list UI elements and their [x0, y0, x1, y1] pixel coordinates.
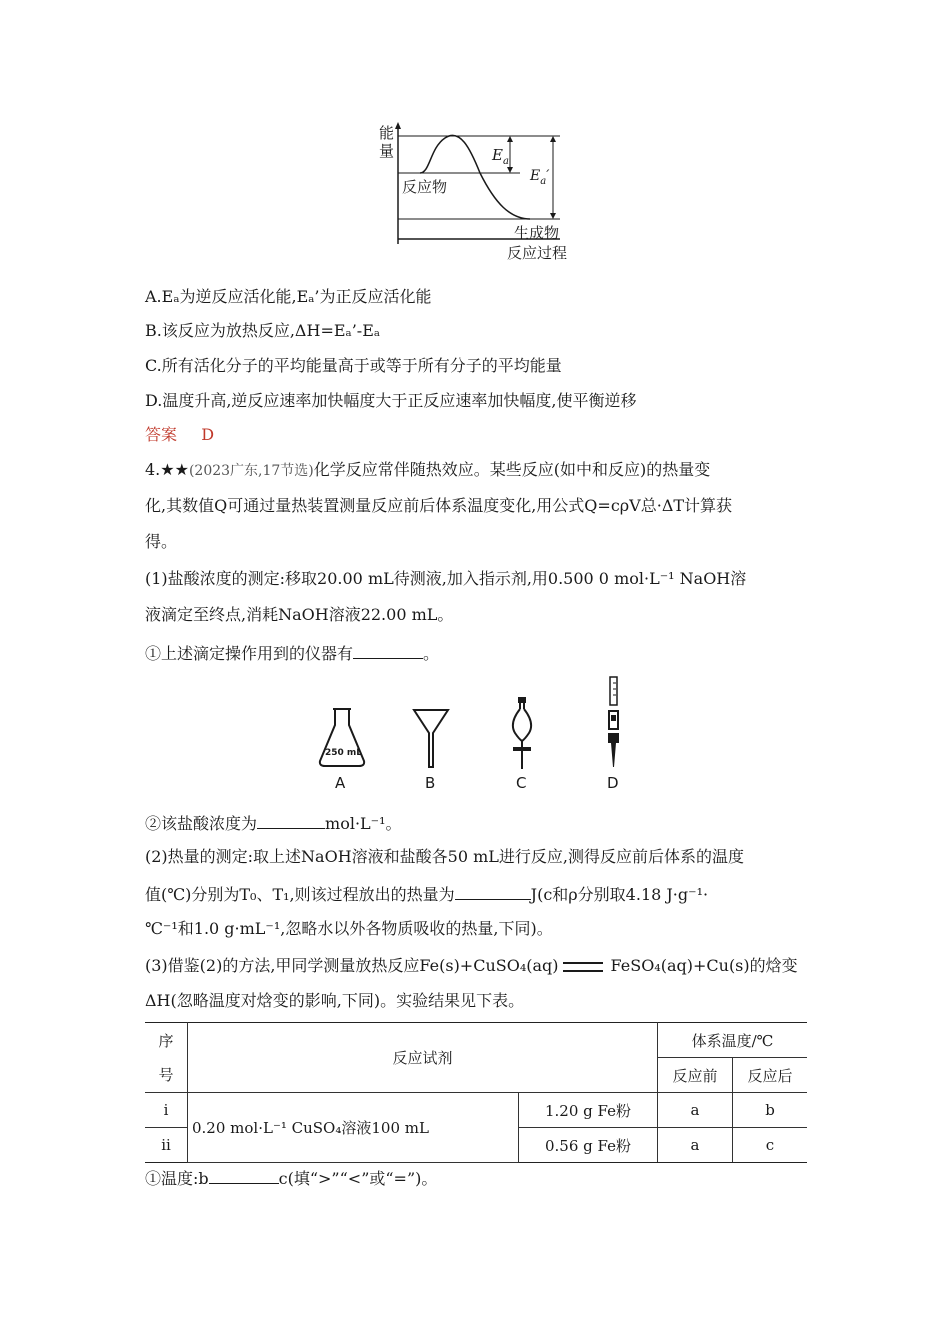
q4-p1-sub1: [145, 642, 439, 664]
header-after: 反应后: [733, 1058, 808, 1093]
conical-flask-icon: [312, 705, 372, 771]
ea-prime-arrow-head-bottom: [550, 213, 556, 219]
reactant-label: 反应物: [402, 178, 448, 196]
row-seq: i: [145, 1093, 188, 1128]
product-label: 生成物: [514, 224, 560, 242]
q4-p3-line-2: ΔH(忽略温度对焓变的影响,下同)。实验结果见下表。: [145, 991, 525, 1010]
answer-blank-temperature[interactable]: [209, 1167, 279, 1184]
ea-label: $E_a$: [492, 146, 509, 167]
instrument-a-flask: [312, 705, 372, 771]
instrument-b-funnel: [411, 707, 451, 769]
table-header-row: [145, 1023, 807, 1058]
x-axis-label: 反应过程: [507, 244, 568, 262]
answer-label: 答案: [145, 425, 178, 444]
option-a: A.Eₐ为逆反应活化能,Eₐ’为正反应活化能: [145, 287, 432, 306]
row-seq: ii: [145, 1128, 188, 1163]
instrument-label-a: A: [335, 774, 346, 792]
q4-p1-sub2: [145, 812, 402, 834]
y-axis-arrow: [395, 122, 401, 129]
y-axis-label-1: 能: [379, 124, 395, 142]
q4-p2-line-3: ℃⁻¹和1.0 g·mL⁻¹,忽略水以外各物质吸收的热量,下同)。: [145, 919, 553, 938]
q4-intro-2: 化,其数值Q可通过量热装置测量反应前后体系温度变化,用公式Q=cρV总·ΔT计算获: [145, 496, 733, 515]
row-after: c: [733, 1128, 808, 1163]
ea-prime-label: $E_a'$: [530, 168, 550, 187]
q4-p2-line-1: (2)热量的测定:取上述NaOH溶液和盐酸各50 mL进行反应,测得反应前后体系的温度: [145, 847, 744, 866]
q4-p1-sub1-end: 。: [423, 644, 440, 663]
q4-source: (2023广东,17节选): [188, 463, 314, 479]
q4-p3-line-1-end: FeSO₄(aq)+Cu(s)的焓变: [610, 956, 798, 975]
q4-p3-sub1-end: c(填“>”“<”或“=”)。: [278, 1169, 438, 1188]
results-table: [145, 1022, 807, 1163]
q4-intro-3: 得。: [145, 532, 178, 551]
shared-reagent-cell: 0.20 mol·L⁻¹ CuSO₄溶液100 mL: [188, 1093, 519, 1163]
q4-p3-sub1: [145, 1167, 437, 1189]
header-seq: 序 号: [145, 1023, 188, 1093]
q4-intro-1: 化学反应常伴随热效应。某些反应(如中和反应)的热量变: [313, 460, 711, 479]
q4-intro-line-1: [145, 460, 710, 481]
q4-p2-line-2-text: 值(℃)分别为T₀、T₁,则该过程放出的热量为: [145, 885, 455, 904]
q4-stars: 4.★★: [145, 460, 189, 479]
answer-blank-heat[interactable]: [455, 883, 531, 900]
row-before: a: [658, 1093, 733, 1128]
q4-p1-sub2-end: mol·L⁻¹。: [325, 814, 402, 833]
row-before: a: [658, 1128, 733, 1163]
ea-arrow-head-top: [507, 136, 513, 142]
instrument-label-d: D: [607, 774, 619, 792]
option-b: B.该反应为放热反应,ΔH=Eₐ’-Eₐ: [145, 321, 381, 340]
instrument-c-separatory-funnel: [505, 695, 539, 771]
q4-p1-line-1: (1)盐酸浓度的测定:移取20.00 mL待测液,加入指示剂,用0.500 0 mol·L⁻¹ NaOH溶: [145, 569, 747, 588]
burette-icon: [603, 675, 625, 771]
q4-p3-sub1-text: ①温度:b: [145, 1169, 209, 1188]
table-row: [145, 1093, 807, 1128]
energy-diagram: [370, 118, 570, 263]
row-fe: 1.20 g Fe粉: [519, 1093, 658, 1128]
q4-p2-line-2: [145, 883, 708, 905]
funnel-icon: [411, 707, 451, 769]
q4-p3-line-1: [145, 956, 798, 976]
y-axis-label-2: 量: [379, 142, 395, 160]
reaction-equals-sign: [563, 962, 603, 972]
separatory-funnel-icon: [505, 695, 539, 771]
row-after: b: [733, 1093, 808, 1128]
q4-p1-sub1-text: ①上述滴定操作用到的仪器有: [145, 644, 354, 663]
instrument-label-c: C: [516, 774, 527, 792]
header-reagent: 反应试剂: [188, 1023, 658, 1093]
ea-arrow-head-bottom: [507, 167, 513, 173]
q4-p1-line-2: 液滴定至终点,消耗NaOH溶液22.00 mL。: [145, 605, 454, 624]
q4-p1-sub2-text: ②该盐酸浓度为: [145, 814, 258, 833]
answer-line: [145, 425, 214, 445]
option-c: C.所有活化分子的平均能量高于或等于所有分子的平均能量: [145, 356, 562, 375]
row-fe: 0.56 g Fe粉: [519, 1128, 658, 1163]
answer-blank-concentration[interactable]: [257, 812, 325, 829]
header-before: 反应前: [658, 1058, 733, 1093]
ea-prime-arrow-head-top: [550, 136, 556, 142]
instrument-label-b: B: [425, 774, 436, 792]
answer-value: D: [201, 425, 215, 444]
q4-p3-line-1-text: (3)借鉴(2)的方法,甲同学测量放热反应Fe(s)+CuSO₄(aq): [145, 956, 559, 975]
option-d: D.温度升高,逆反应速率加快幅度大于正反应速率加快幅度,使平衡逆移: [145, 391, 637, 410]
header-temp: 体系温度/℃: [658, 1023, 808, 1058]
q4-p2-line-2-end: J(c和ρ分别取4.18 J·g⁻¹·: [530, 885, 709, 904]
answer-blank-instruments[interactable]: [353, 642, 423, 659]
flask-label: 250 mL: [325, 748, 363, 758]
instrument-d-burette: [603, 675, 625, 771]
